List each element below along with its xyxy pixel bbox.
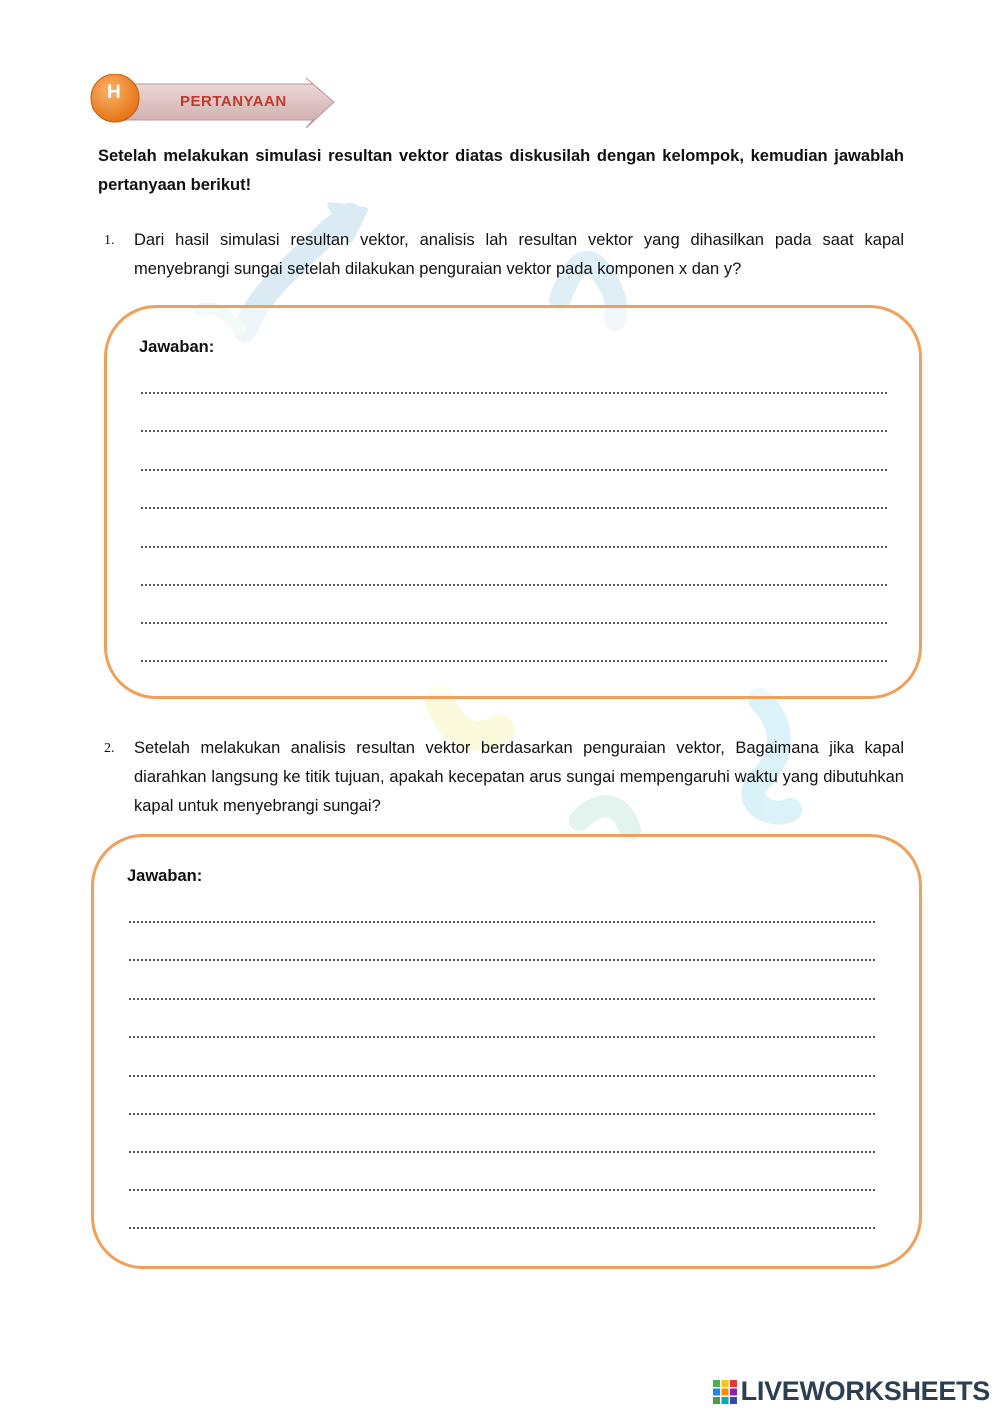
answer-line[interactable] xyxy=(141,380,887,394)
answer-line[interactable] xyxy=(129,947,875,961)
answer-line[interactable] xyxy=(129,1063,875,1077)
answer-line[interactable] xyxy=(129,986,875,1000)
answer-line[interactable] xyxy=(129,1024,875,1038)
answer-label: Jawaban: xyxy=(127,867,203,885)
question-number: 2. xyxy=(104,741,115,756)
answer-line[interactable] xyxy=(129,1101,875,1115)
section-letter: H xyxy=(107,82,121,103)
liveworksheets-logo[interactable] xyxy=(713,1376,990,1407)
question-text: Setelah melakukan analisis resultan vektor berdasarkan penguraian vektor, Bagaimana jika kapal diarahkan langsung ke titik tujuan, apakah kecepatan arus sungai mempengaruhi waktu yang dibutuhkan kapal untuk menyebrangi sungai? xyxy=(134,739,904,815)
question-number: 1. xyxy=(104,233,115,248)
logo-grid-icon xyxy=(713,1380,737,1404)
answer-line[interactable] xyxy=(141,572,887,586)
answer-line[interactable] xyxy=(129,909,875,923)
answer-label: Jawaban: xyxy=(139,338,215,356)
section-title: PERTANYAAN xyxy=(180,93,287,110)
answer-line[interactable] xyxy=(129,1139,875,1153)
answer-line[interactable] xyxy=(141,495,887,509)
brand-name: LIVEWORKSHEETS xyxy=(740,1376,990,1406)
answer-line[interactable] xyxy=(141,534,887,548)
question-1 xyxy=(98,226,904,284)
answer-line[interactable] xyxy=(129,1177,875,1191)
intro-instruction: Setelah melakukan simulasi resultan vektor diatas diskusilah dengan kelompok, kemudian jawablah pertanyaan berikut! xyxy=(98,147,904,194)
answer-line[interactable] xyxy=(129,1215,875,1229)
answer-box-2[interactable] xyxy=(91,834,922,1269)
answer-line[interactable] xyxy=(141,648,887,662)
question-text: Dari hasil simulasi resultan vektor, analisis lah resultan vektor yang dihasilkan pada saat kapal menyebrangi sungai setelah dilakukan penguraian vektor pada komponen x dan y? xyxy=(134,231,904,278)
answer-line[interactable] xyxy=(141,610,887,624)
question-2 xyxy=(98,734,904,821)
answer-line[interactable] xyxy=(141,457,887,471)
answer-line[interactable] xyxy=(141,418,887,432)
answer-box-1[interactable] xyxy=(104,305,922,699)
